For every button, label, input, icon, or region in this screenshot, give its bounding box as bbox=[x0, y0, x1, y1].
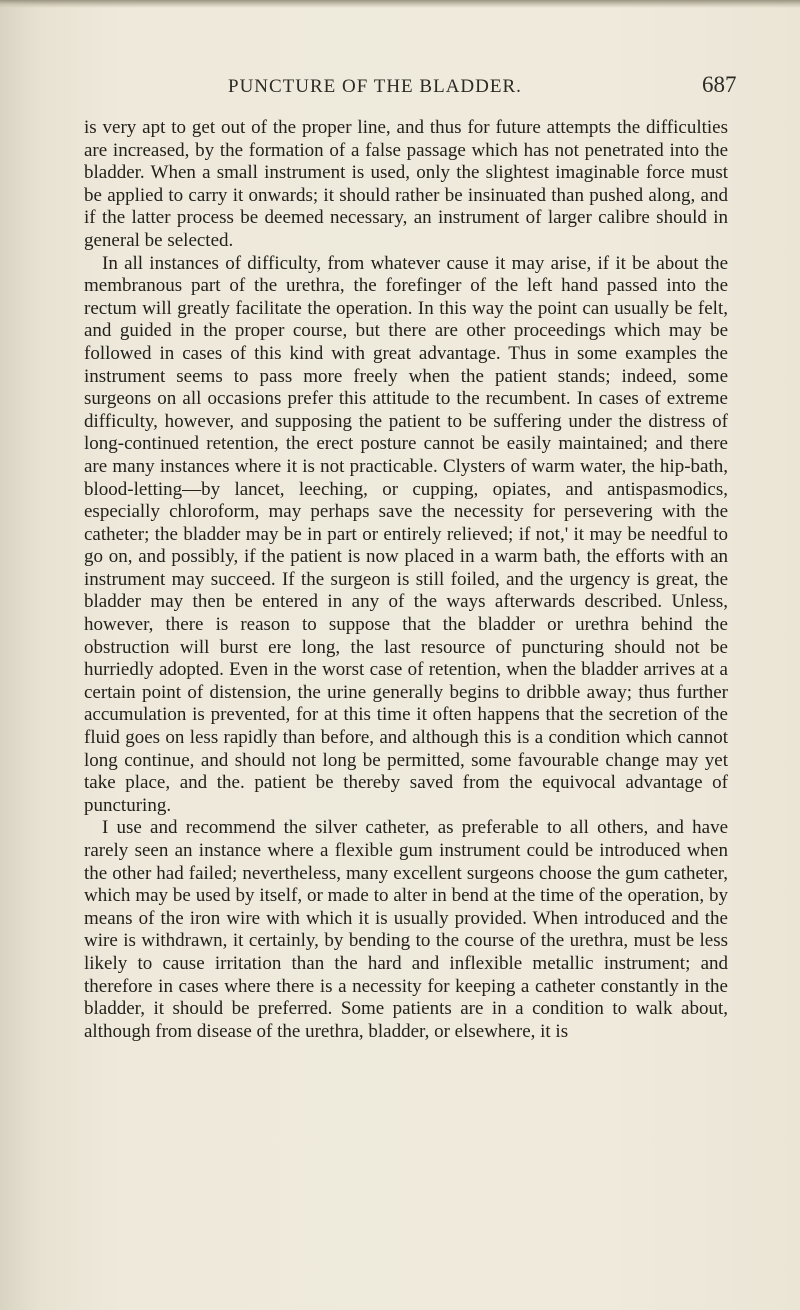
running-head: PUNCTURE OF THE BLADDER. bbox=[228, 76, 522, 97]
paragraph-continuation: is very apt to get out of the proper line, and thus for future attempts the difficulties are increased, by the formation of a false passage which has not penetrated into the bladder. When a small instrument is used, only the slightest imaginable force must be applied to carry it onwards; it should rather be insinuated than pushed along, and if the latter process be deemed necessary, an instrument of larger calibre should in general be selected. bbox=[84, 117, 728, 251]
paragraph-difficulty: In all instances of difficulty, from whatever cause it may arise, if it be about the membranous part of the urethra, the forefinger of the left hand passed into the rectum will greatly facilitate the operation. In this way the point can usually be felt, and guided in the proper course, but there are other proceedings which may be followed in cases of this kind with great advantage. Thus in some examples the instrument seems to pass more freely when the patient stands; indeed, some surgeons on all occasions prefer this attitude to the recumbent. In cases of extreme difficulty, however, and supposing the patient to be suffering under the distress of long-continued retention, the erect posture cannot be easily maintained; and there are many instances where it is not practicable. Clysters of warm water, the hip-bath, blood-letting—by lancet, leeching, or cupping, opiates, and antispasmodics, especially chloroform, may perhaps save the necessity for persevering with the catheter; the bladder may be in part or entirely relieved; if not,' it may be needful to go on, and possibly, if the patient is now placed in a warm bath, the efforts with an instrument may succeed. If the surgeon is still foiled, and the urgency is great, the bladder may then be entered in any of the ways afterwards described. Unless, however, there is reason to suppose that the bladder or urethra behind the obstruction will burst ere long, the last resource of puncturing should not be hurriedly adopted. Even in the worst case of retention, when the bladder arrives at a certain point of distension, the urine generally begins to dribble away; thus further accumulation is prevented, for at this time it often happens that the secretion of the fluid goes on less rapidly than before, and although this is a condition which cannot long continue, and should not long be permitted, some favourable change may yet take place, and the. patient be thereby saved from the equivocal advantage of puncturing. bbox=[84, 252, 728, 816]
page-top-edge bbox=[0, 0, 800, 8]
page-number: 687 bbox=[702, 72, 737, 97]
body-text bbox=[84, 117, 728, 1043]
paragraph-catheter: I use and recommend the silver catheter, as preferable to all others, and have rarely seen an instance where a flexible gum instrument could be introduced when the other had failed; nevertheless, many excellent surgeons choose the gum catheter, which may be used by itself, or made to alter in bend at the time of the operation, by means of the iron wire with which it is usually provided. When introduced and the wire is withdrawn, it certainly, by bending to the course of the urethra, must be less likely to cause irritation than the hard and inflexible metallic instrument; and therefore in cases where there is a necessity for keeping a catheter constantly in the bladder, it should be preferred. Some patients are in a condition to walk about, although from disease of the urethra, bladder, or elsewhere, it is bbox=[84, 817, 728, 1042]
